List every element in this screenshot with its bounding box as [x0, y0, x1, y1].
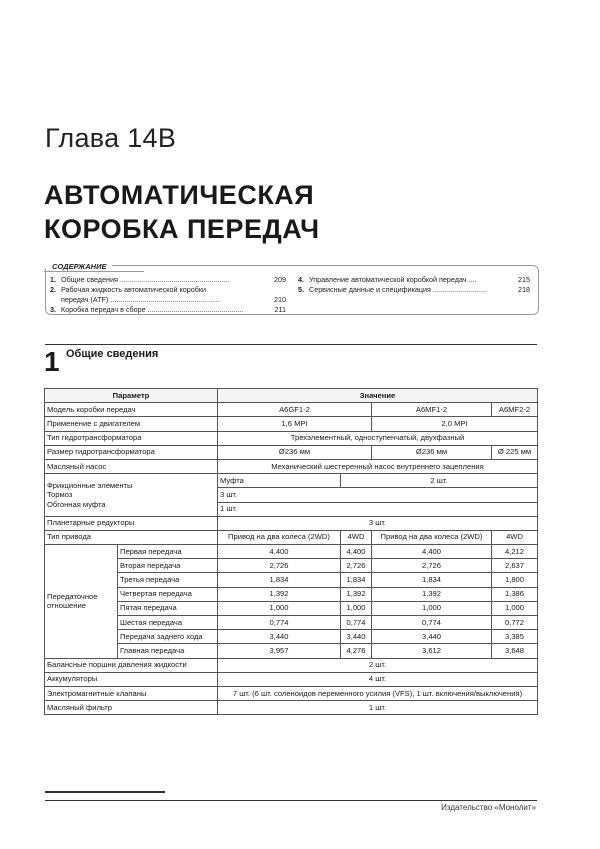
page-title: [44, 178, 320, 246]
ratio-row: [45, 545, 538, 559]
ratio-value: 3,385: [492, 630, 538, 644]
header-param: Параметр: [45, 389, 218, 403]
table-row: [45, 516, 538, 530]
publisher-footer: Издательство «Монолит»: [441, 803, 536, 812]
gear-name: Четвертая передача: [118, 587, 218, 601]
ratio-value: 3,440: [218, 630, 341, 644]
gear-name: Первая передача: [118, 545, 218, 559]
cell-value: 4 шт.: [218, 672, 538, 686]
contents-item-number: 2.: [50, 285, 56, 294]
row-label: Балансные поршни давления жидкости: [45, 658, 218, 672]
ratio-row: [45, 616, 538, 630]
header-value: Значение: [218, 389, 538, 403]
table-row: [45, 403, 538, 417]
cell-value: Привод на два колеса (2WD): [218, 530, 341, 544]
chapter-heading: Глава 14В: [45, 123, 177, 153]
contents-item-text: Общие сведения .......................................................: [61, 275, 230, 284]
ratio-row: [45, 630, 538, 644]
ratio-value: 4,400: [218, 545, 341, 559]
gear-name: Передача заднего хода: [118, 630, 218, 644]
contents-item-text: передач (ATF) .......................................................: [61, 295, 221, 304]
cell-value: 4WD: [492, 530, 538, 544]
table-row: [45, 686, 538, 700]
contents-item-page: 215: [518, 275, 530, 284]
section-number: 1: [44, 346, 60, 377]
gear-name: Шестая передача: [118, 616, 218, 630]
cell-value: Привод на два колеса (2WD): [372, 530, 492, 544]
ratio-row: [45, 644, 538, 658]
ratio-value: 4,212: [492, 545, 538, 559]
ratio-rows: [45, 545, 538, 659]
table-header-row: [45, 389, 538, 403]
row-label: Размер гидротрансформатора: [45, 445, 218, 459]
ratio-value: 0,774: [218, 616, 341, 630]
contents-column-right: [298, 275, 530, 295]
contents-item-number: 1.: [50, 275, 56, 284]
ratio-value: 1,386: [492, 587, 538, 601]
ratio-value: 2,726: [372, 559, 492, 573]
contents-item: [50, 285, 286, 295]
section-title: Общие сведения: [66, 348, 159, 360]
friction-elements-label: [45, 474, 218, 517]
ratio-value: 4,400: [341, 545, 372, 559]
ratio-value: 0,772: [492, 616, 538, 630]
contents-column-left: [50, 275, 286, 315]
row-label: Планетарные редукторы: [45, 516, 218, 530]
gear-name: Третья передача: [118, 573, 218, 587]
ratio-value: 3,440: [341, 630, 372, 644]
section-rule: [45, 344, 537, 345]
ratio-value: 2,726: [218, 559, 341, 573]
contents-item-text: Коробка передач в сборе ................................................: [61, 305, 244, 314]
ratio-group-label-line: отношение: [47, 601, 86, 611]
table-row: [45, 530, 538, 544]
cell-value: 2 шт.: [218, 658, 538, 672]
table-row: [45, 431, 538, 445]
friction-label-line: Тормоз: [47, 490, 73, 500]
ratio-value: 1,392: [372, 587, 492, 601]
cell-value: Ø236 мм: [372, 445, 492, 459]
contents-item: [50, 275, 286, 285]
row-label: Масляный фильтр: [45, 701, 218, 715]
gear-name: Главная передача: [118, 644, 218, 658]
contents-item-number: 4.: [298, 275, 304, 284]
gear-name: Вторая передача: [118, 559, 218, 573]
ratio-value: 2,637: [492, 559, 538, 573]
ratio-value: 1,000: [492, 601, 538, 615]
cell-value: 3 шт.: [218, 488, 538, 502]
contents-item: [298, 275, 530, 285]
cell-value: 1 шт.: [218, 502, 538, 516]
row-label: Тип гидротрансформатора: [45, 431, 218, 445]
friction-label-line: Фрикционные элементы: [47, 480, 133, 490]
contents-item-text: Сервисные данные и спецификация ...........................: [309, 285, 487, 294]
ratio-group-label: [45, 545, 118, 659]
ratio-value: 1,392: [218, 587, 341, 601]
ratio-value: 1,834: [372, 573, 492, 587]
gear-name: Пятая передача: [118, 601, 218, 615]
specification-table: [44, 388, 538, 715]
footer-accent-bar: [45, 791, 165, 793]
ratio-value: 4,276: [341, 644, 372, 658]
ratio-value: 1,000: [341, 601, 372, 615]
ratio-value: 3,957: [218, 644, 341, 658]
table-row: [45, 701, 538, 715]
cell-value: 3 шт.: [218, 516, 538, 530]
contents-item: [50, 295, 286, 305]
contents-item: [298, 285, 530, 295]
ratio-value: 3,648: [492, 644, 538, 658]
ratio-row: [45, 601, 538, 615]
cell-value: A6MF2-2: [492, 403, 538, 417]
row-label: Аккумуляторы: [45, 672, 218, 686]
ratio-value: 1,000: [372, 601, 492, 615]
contents-item-text: Рабочая жидкость автоматической коробки: [61, 285, 207, 294]
contents-label: СОДЕРЖАНИЕ: [46, 262, 112, 271]
cell-value: 7 шт. (6 шт. соленоидов переменного усилия (VFS), 1 шт. включения/выключения): [218, 686, 538, 700]
row-label: Масляный насос: [45, 459, 218, 473]
title-line-1: АВТОМАТИЧЕСКАЯ: [44, 180, 315, 210]
ratio-group-label-line: Передаточное: [47, 591, 98, 601]
cell-value: 1,6 MPI: [218, 417, 372, 431]
ratio-value: 1,800: [492, 573, 538, 587]
row-label: Применение с двигателем: [45, 417, 218, 431]
ratio-row: [45, 559, 538, 573]
ratio-row: [45, 573, 538, 587]
ratio-value: 1,834: [341, 573, 372, 587]
contents-item: [50, 305, 286, 315]
contents-item-number: [50, 295, 61, 305]
table-row: [45, 445, 538, 459]
ratio-value: 3,440: [372, 630, 492, 644]
ratio-value: 2,726: [341, 559, 372, 573]
cell-value: Ø236 мм: [218, 445, 372, 459]
title-line-2: КОРОБКА ПЕРЕДАЧ: [44, 214, 320, 244]
ratio-row: [45, 587, 538, 601]
ratio-value: 1,000: [218, 601, 341, 615]
ratio-value: 1,834: [218, 573, 341, 587]
row-sublabel: Муфта: [218, 474, 341, 488]
cell-value: Ø 225 мм: [492, 445, 538, 459]
contents-item-page: 211: [274, 305, 286, 314]
row-label: Тип привода: [45, 530, 218, 544]
cell-value: 1 шт.: [218, 701, 538, 715]
cell-value: Механический шестеренный насос внутреннего зацепления: [218, 459, 538, 473]
contents-item-page: 210: [274, 295, 286, 304]
row-label: Модель коробки передач: [45, 403, 218, 417]
table-row: [45, 474, 538, 488]
table-row: [45, 658, 538, 672]
row-label: Электромагнитные клапаны: [45, 686, 218, 700]
contents-item-text: Управление автоматической коробкой передач ....: [309, 275, 477, 284]
cell-value: A6MF1-2: [372, 403, 492, 417]
table-row: [45, 459, 538, 473]
cell-value: 2,0 MPI: [372, 417, 538, 431]
contents-item-number: 3.: [50, 305, 56, 314]
cell-value: 4WD: [341, 530, 372, 544]
cell-value: A6GF1-2: [218, 403, 372, 417]
table-row: [45, 417, 538, 431]
footer-rule: [45, 800, 537, 801]
contents-item-page: 218: [518, 285, 530, 294]
ratio-value: 1,392: [341, 587, 372, 601]
ratio-value: 0,774: [372, 616, 492, 630]
contents-item-page: 209: [274, 275, 286, 284]
contents-label-underline: [44, 271, 144, 272]
ratio-value: 0,774: [341, 616, 372, 630]
contents-item-number: 5.: [298, 285, 304, 294]
table-row: [45, 672, 538, 686]
cell-value: 2 шт.: [341, 474, 538, 488]
cell-value: Трехэлементный, одноступенчатый, двухфазный: [218, 431, 538, 445]
friction-label-line: Обгонная муфта: [47, 499, 106, 509]
ratio-value: 3,612: [372, 644, 492, 658]
ratio-value: 4,400: [372, 545, 492, 559]
